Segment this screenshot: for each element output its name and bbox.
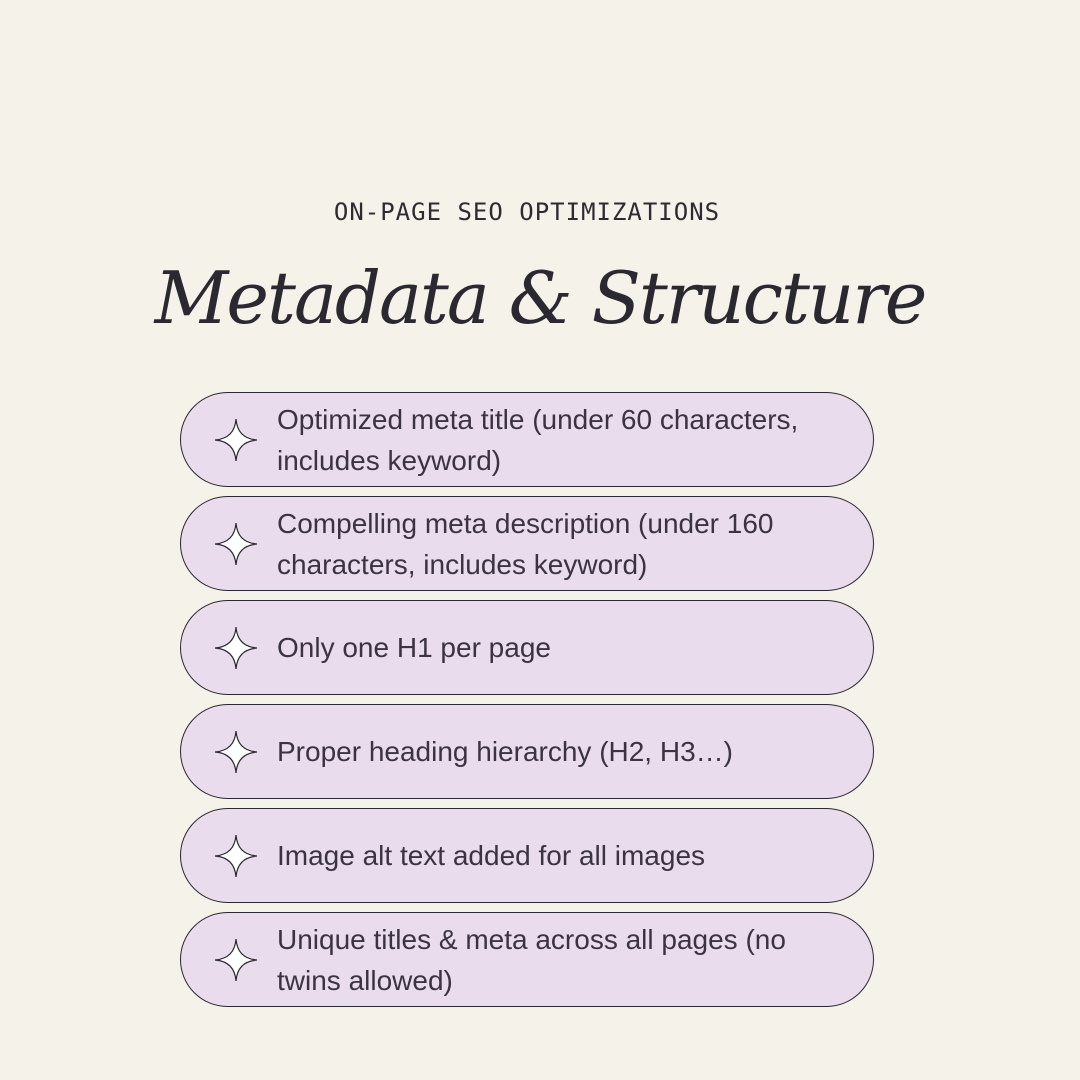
sparkle-icon: [214, 938, 258, 982]
sparkle-icon: [214, 730, 258, 774]
sparkle-icon: [214, 834, 258, 878]
sparkle-icon: [214, 626, 258, 670]
checklist: [180, 392, 874, 1016]
checklist-item: [180, 808, 874, 903]
checklist-item: [180, 496, 874, 591]
checklist-item: [180, 600, 874, 695]
checklist-item-text: Unique titles & meta across all pages (no twins allowed): [277, 923, 786, 996]
checklist-item: [180, 912, 874, 1007]
checklist-item: [180, 392, 874, 487]
checklist-item-text: Only one H1 per page: [277, 632, 551, 663]
eyebrow-label: ON-PAGE SEO OPTIMIZATIONS: [333, 198, 721, 226]
page-title: Metadata & Structure: [154, 256, 926, 340]
checklist-item-text: Compelling meta description (under 160 characters, includes keyword): [277, 507, 774, 580]
checklist-item: [180, 704, 874, 799]
checklist-item-text: Proper heading hierarchy (H2, H3…): [277, 736, 733, 767]
sparkle-icon: [214, 418, 258, 462]
checklist-item-text: Image alt text added for all images: [277, 840, 706, 871]
sparkle-icon: [214, 522, 258, 566]
checklist-item-text: Optimized meta title (under 60 characters, includes keyword): [277, 403, 799, 476]
